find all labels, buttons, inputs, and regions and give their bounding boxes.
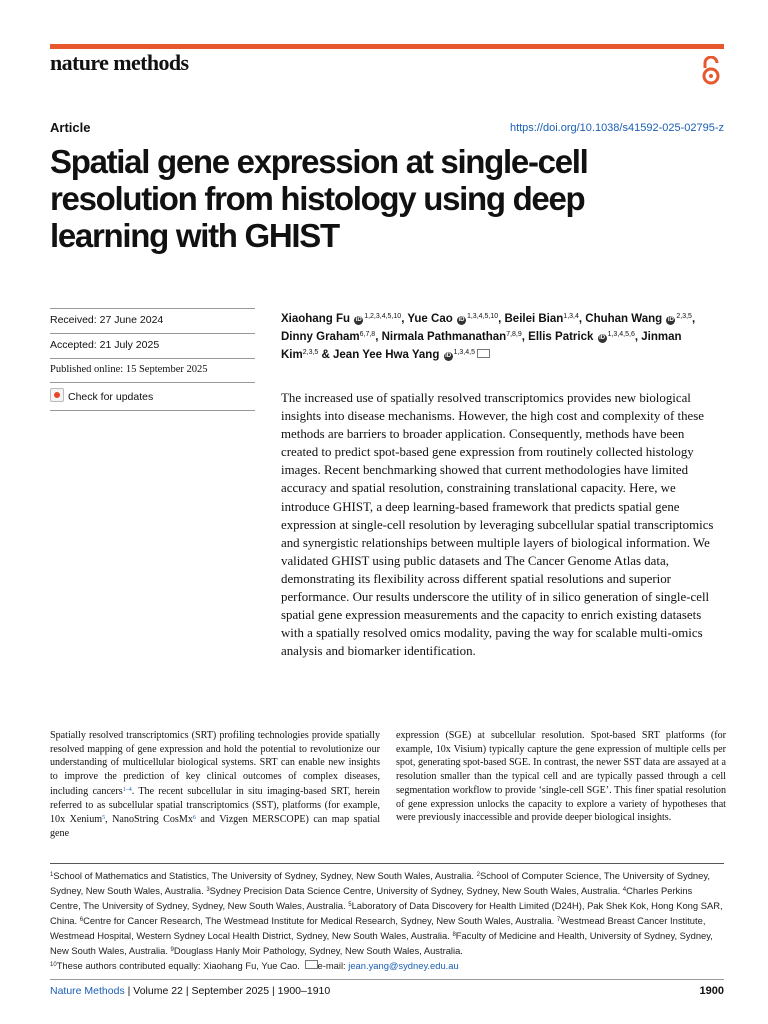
author-name[interactable]: Dinny Graham xyxy=(281,331,360,343)
affiliation-text: Faculty of Medicine and Health, University of Sydney, Sydney, New South Wales, Australia. xyxy=(50,930,713,956)
author-affiliation: 7,8,9 xyxy=(506,331,522,338)
citation-link[interactable]: 1–4 xyxy=(122,786,132,793)
citation-link[interactable]: 5 xyxy=(102,815,106,822)
journal-name: nature methods xyxy=(50,50,189,75)
orcid-icon[interactable]: iD xyxy=(599,335,606,341)
published-date: Published online: 15 September 2025 xyxy=(50,358,255,382)
author-name[interactable]: Ellis Patrick xyxy=(528,331,594,343)
author-name[interactable]: Beilei Bian xyxy=(504,313,564,325)
body-column-1 xyxy=(50,729,380,841)
affiliations-divider xyxy=(50,863,724,864)
author-affiliation: 1,3,4,5,6 xyxy=(607,331,635,338)
check-for-updates-button[interactable] xyxy=(50,382,255,411)
author-name[interactable]: Chuhan Wang xyxy=(585,313,663,325)
body-text: , NanoString CosMx xyxy=(105,814,193,826)
affiliation-text: These authors contributed equally: Xiaohang Fu, Yue Cao. xyxy=(56,960,303,971)
affiliation-number: 6 xyxy=(79,917,84,923)
author-list: Xiaohang Fu iD $^{1,2,3,4,5,10}$, Yue Cao iD $^{1,3,4,5,10}$, Beilei Bian$^{1,3,4}$, Chuhan Wang iD $^{2,3,5}$, Dinny Graham$^{6,7,8}$, Nirmala Pathmanathan$^{7,8,9}$, Ellis Patrick iD $^{1,3,4,5,6}$, Jinman Kim$^{2,3,5}$ & Jean Yee Hwa Yang iD $^{1,3,4,5}$ xyxy=(281,313,696,361)
page-number: 1900 xyxy=(699,985,724,997)
abstract-text: The increased use of spatially resolved transcriptomics provides new biological insights into disease mechanisms. However, the high cost and complexity of these methods are barriers to broader application. Consequently, methods have been created to predict spot-based gene expression from routinely collected histology images. Recent benchmarking showed that current methodologies have limited accuracy and spatial resolution, constraining translational capacity. Here, we introduce GHIST, a deep learning-based framework that predicts spatial gene expression at single-cell resolution by leveraging subcellular spatial transcriptomics and synergistic relationships between multiple layers of biological information. We validated GHIST using public datasets and The Cancer Genome Atlas data, demonstrating its flexibility across different spatial resolutions and superior performance. Our results underscore the utility of in silico generation of single-cell spatial gene expression measurements and the capacity to enrich existing datasets with a spatially resolved omics modality, paving the way for scalable multi-omics analysis and biomarker identification. xyxy=(281,391,714,659)
email-label: e-mail: xyxy=(317,960,349,971)
author-affiliation: 2,3,5 xyxy=(302,349,319,356)
affiliation-text: Douglass Hanly Moir Pathology, Sydney, New South Wales, Australia. xyxy=(173,945,463,956)
author-name[interactable]: Jean Yee Hwa Yang xyxy=(333,349,440,361)
affiliation-text: School of Computer Science, The University of Sydney, Sydney, New South Wales, Australia. xyxy=(50,870,710,896)
author-affiliation: 2,3,5 xyxy=(676,313,692,320)
author-name[interactable]: Nirmala Pathmanathan xyxy=(381,331,507,343)
body-column-2 xyxy=(396,729,726,825)
email-icon xyxy=(305,960,318,969)
affiliation-text: Charles Perkins Centre, The University of Sydney, Sydney, New South Wales, Australia. xyxy=(50,885,693,911)
check-for-updates-icon xyxy=(50,388,64,402)
body-text: and Vizgen MERSCOPE) can map spatial gene xyxy=(50,814,380,839)
affiliation-number: 1 xyxy=(50,872,54,878)
affiliation-number: 8 xyxy=(452,932,456,938)
affiliation-number: 2 xyxy=(476,872,480,878)
affiliation-number: 10 xyxy=(50,962,57,968)
affiliation-number: 3 xyxy=(206,887,210,893)
orcid-icon[interactable]: iD xyxy=(667,317,674,323)
citation-link[interactable]: 6 xyxy=(192,815,196,822)
author-affiliation: 1,3,4 xyxy=(563,313,579,320)
body-paragraph: expression (SGE) at subcellular resolution. Spot-based SRT platforms (for example, 10x Visium) typically capture the gene expression of multiple cells per spot, generating spot-based SGE. In contrast, the newer SST data are assayed at a resolution smaller than the typical cell and are typically passed through a cell segmentation workflow to provide ‘single-cell SGE’. This finer spatial resolution of gene expression unlocks the capacity to explore a variety of hypotheses that were previously inaccessible and provide deeper biological insights. xyxy=(396,730,726,824)
affiliation-number: 4 xyxy=(622,887,627,893)
open-access-icon xyxy=(700,56,722,86)
affiliation-number: 5 xyxy=(348,902,352,908)
footer-divider xyxy=(50,979,724,980)
email-icon[interactable] xyxy=(477,349,490,358)
accepted-date: Accepted: 21 July 2025 xyxy=(50,333,255,358)
corresponding-email-link[interactable]: jean.yang@sydney.edu.au xyxy=(348,960,459,971)
author-affiliation: 1,3,4,5 xyxy=(453,349,475,356)
header-accent-bar xyxy=(50,44,724,49)
received-date: Received: 27 June 2024 xyxy=(50,308,255,333)
author-affiliation: 1,2,3,4,5,10 xyxy=(364,313,402,320)
footer-details: | Volume 22 | September 2025 | 1900–1910 xyxy=(124,985,331,997)
body-text: . The recent subcellular in situ imaging-based SRT, herein referred to as subcellular spatial transcriptomics (SST), platforms (for example, 10x Xenium xyxy=(50,785,380,826)
author-name[interactable]: Yue Cao xyxy=(407,313,453,325)
check-for-updates-label: Check for updates xyxy=(68,391,154,403)
orcid-icon[interactable]: iD xyxy=(458,317,465,323)
orcid-icon[interactable]: iD xyxy=(445,353,452,359)
article-title: Spatial gene expression at single-cell resolution from histology using deep learning with GHIST xyxy=(50,143,588,254)
body-text: Spatially resolved transcriptomics (SRT) profiling technologies provide spatially resolved mapping of gene expression and hold the potential to revolutionize our understanding of multicellular biological systems. SRT can enable new insights to improve the prediction of key clinical outcomes of complex diseases, including cancers xyxy=(50,730,380,797)
author-affiliation: 1,3,4,5,10 xyxy=(466,313,499,320)
doi-link[interactable]: https://doi.org/10.1038/s41592-025-02795-z xyxy=(509,122,724,134)
article-history xyxy=(50,308,255,411)
affiliations xyxy=(50,868,724,973)
abstract xyxy=(281,389,721,660)
author-affiliation: 6,7,8 xyxy=(359,331,376,338)
affiliation-text: Laboratory of Data Discovery for Health Limited (D24H), Pak Shek Kok, Hong Kong SAR, China. xyxy=(50,900,723,926)
affiliation-text: Westmead Breast Cancer Institute, Westmead Hospital, Western Sydney Local Health District, Sydney, New South Wales, Australia. xyxy=(50,915,706,941)
body-paragraph xyxy=(50,729,380,841)
affiliation-text: Centre for Cancer Research, The Westmead Institute for Medical Research, Sydney, New South Wales, Australia. xyxy=(83,915,557,926)
article-type-label: Article xyxy=(50,120,91,135)
footer-journal-link[interactable]: Nature Methods xyxy=(50,985,125,997)
affiliation-text: Sydney Precision Data Science Centre, University of Sydney, Sydney, New South Wales, Australia. xyxy=(209,885,623,896)
footer-citation xyxy=(50,985,330,997)
affiliation-number: 9 xyxy=(170,947,174,953)
affiliation-text: School of Mathematics and Statistics, The University of Sydney, Sydney, New South Wales, Australia. xyxy=(53,870,477,881)
author-name[interactable]: Jinman Kim xyxy=(281,331,682,361)
affiliation-number: 7 xyxy=(556,917,561,923)
orcid-icon[interactable]: iD xyxy=(355,317,362,323)
author-name[interactable]: Xiaohang Fu xyxy=(281,313,350,325)
